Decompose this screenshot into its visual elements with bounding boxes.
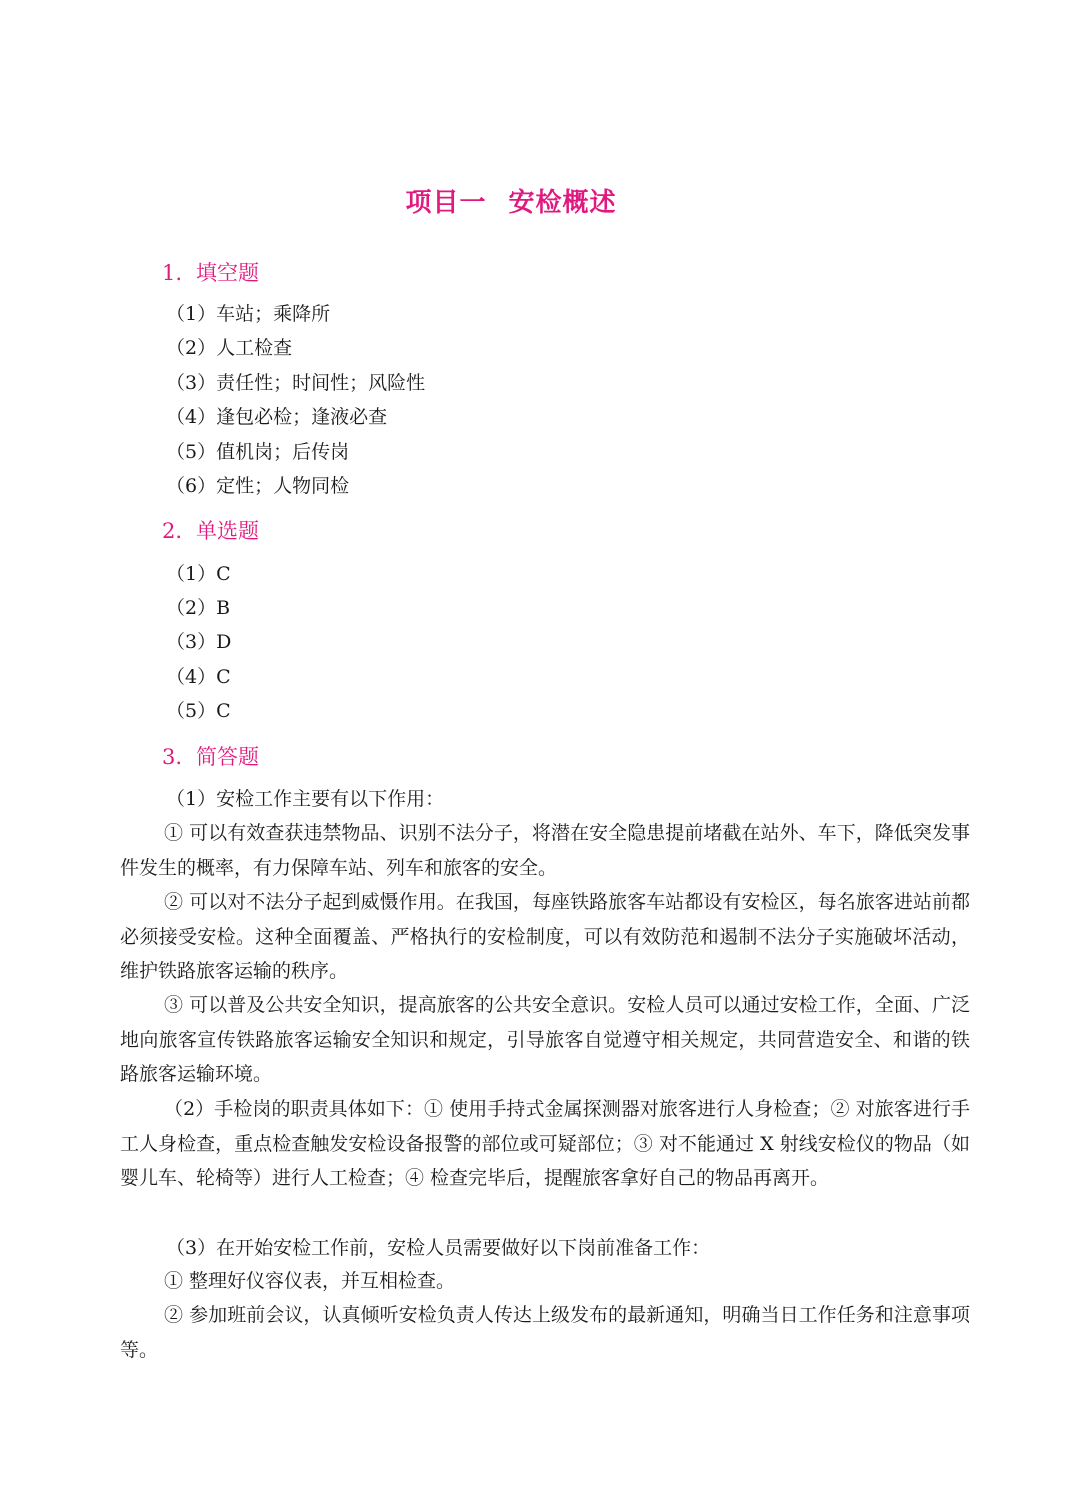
answer-item: （6）定性；人物同检 <box>166 475 350 497</box>
title-project-name: 安检概述 <box>508 188 617 218</box>
answer-paragraph: ① 整理好仪容仪表，并互相检查。 <box>164 1270 456 1292</box>
answer-paragraph: ③ 可以普及公共安全知识，提高旅客的公共安全意识。安检人员可以通过安检工作，全面、广泛地向旅客宣传铁路旅客运输安全知识和规定，引导旅客自觉遵守相关规定，共同营造安全、和谐的铁路旅客运输环境。 <box>120 994 970 1085</box>
answer-item: （3）D <box>166 631 232 653</box>
answer-paragraph: （2）手检岗的职责具体如下：① 使用手持式金属探测器对旅客进行人身检查；② 对旅客进行手工人身检查，重点检查触发安检设备报警的部位或可疑部位；③ 对不能通过 X 射线安检仪的物品（如婴儿车、轮椅等）进行人工检查；④ 检查完毕后，提醒旅客拿好自己的物品再离开。 <box>120 1098 970 1189</box>
answer-item: （5）值机岗；后传岗 <box>166 441 350 463</box>
answer-item: （4）C <box>166 666 231 688</box>
section-title: 填空题 <box>196 261 260 285</box>
answer-item: （1）车站；乘降所 <box>166 303 331 325</box>
section-number: 1. <box>162 261 183 285</box>
answer-item: （1）C <box>166 563 231 585</box>
section-heading-single-choice <box>162 515 259 545</box>
section-title: 简答题 <box>196 745 260 769</box>
answer-paragraph: ② 可以对不法分子起到威慑作用。在我国，每座铁路旅客车站都设有安检区，每名旅客进站前都必须接受安检。这种全面覆盖、严格执行的安检制度，可以有效防范和遏制不法分子实施破坏活动，维护铁路旅客运输的秩序。 <box>120 891 970 982</box>
section-heading-short-answer <box>162 741 259 771</box>
section-number: 3. <box>162 745 183 769</box>
title-project-number: 项目一 <box>405 188 487 218</box>
answer-item: （5）C <box>166 700 231 722</box>
answer-item: （3）责任性；时间性；风险性 <box>166 372 426 394</box>
question-intro: （1）安检工作主要有以下作用： <box>166 788 445 810</box>
answer-paragraph: ① 可以有效查获违禁物品、识别不法分子，将潜在安全隐患提前堵截在站外、车下，降低突发事件发生的概率，有力保障车站、列车和旅客的安全。 <box>120 822 970 879</box>
section-title: 单选题 <box>196 519 260 543</box>
section-number: 2. <box>162 519 183 543</box>
answer-item: （2）人工检查 <box>166 337 293 359</box>
answer-item: （2）B <box>166 597 231 619</box>
page-title <box>120 182 902 219</box>
answer-item: （4）逢包必检；逢液必查 <box>166 406 388 428</box>
question-intro: （3）在开始安检工作前，安检人员需要做好以下岗前准备工作： <box>166 1237 711 1259</box>
answer-paragraph: ② 参加班前会议，认真倾听安检负责人传达上级发布的最新通知，明确当日工作任务和注意事项等。 <box>120 1304 970 1361</box>
section-heading-fill-in <box>162 257 259 287</box>
